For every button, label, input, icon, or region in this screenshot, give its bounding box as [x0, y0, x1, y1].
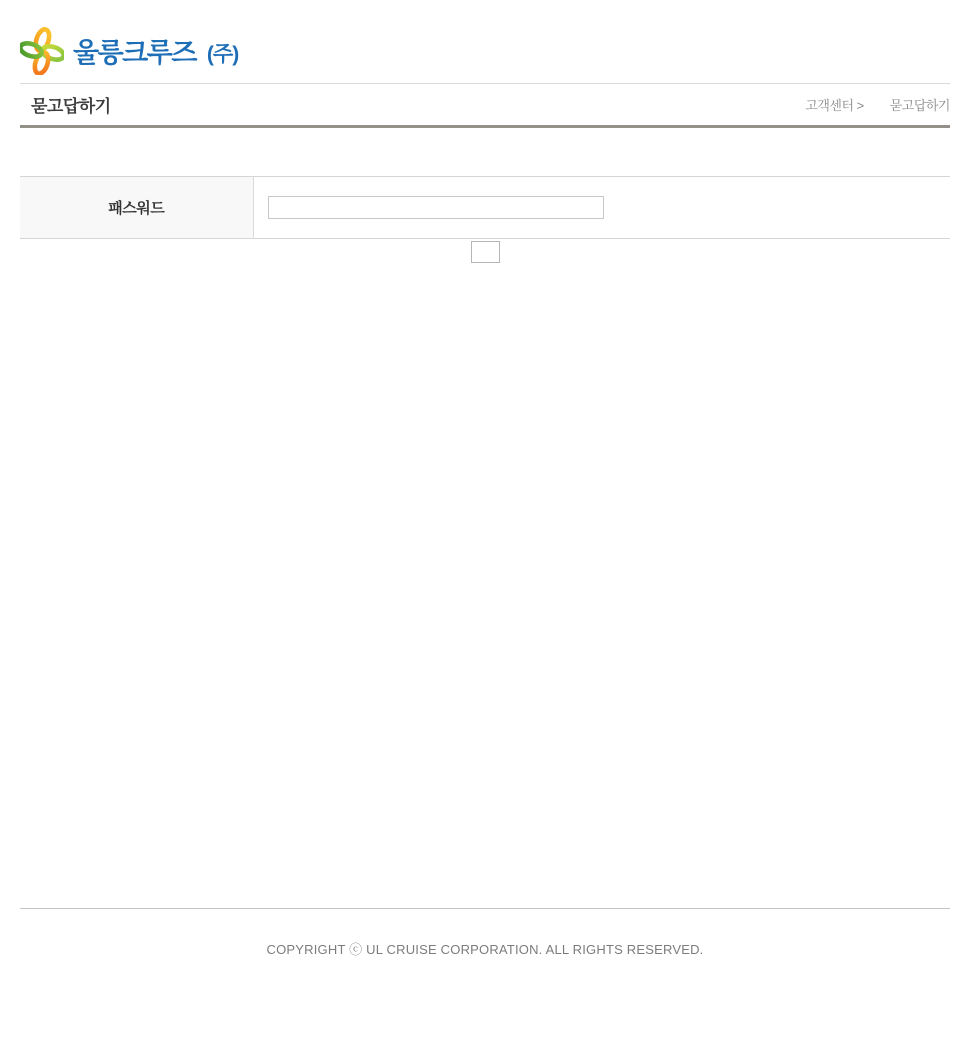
logo-suffix: (주)	[206, 42, 239, 66]
page-title: 묻고답하기	[31, 97, 111, 116]
password-cell	[253, 177, 950, 239]
breadcrumb	[805, 95, 950, 114]
site-header	[20, 0, 950, 80]
password-label: 패스워드	[20, 177, 253, 239]
password-input[interactable]	[268, 196, 604, 219]
breadcrumb-parent[interactable]: 고객센터 >	[805, 98, 864, 113]
copyright-text: COPYRIGHT ⓒ UL CRUISE CORPORATION. ALL RIGHTS RESERVED.	[266, 942, 704, 957]
pinwheel-flower-icon	[20, 27, 64, 80]
breadcrumb-current[interactable]: 묻고답하기	[889, 98, 950, 113]
logo-text: 울릉크루즈	[73, 38, 196, 68]
submit-row	[20, 241, 950, 267]
password-table	[20, 176, 950, 239]
site-logo[interactable]	[20, 27, 238, 80]
submit-button[interactable]	[471, 241, 500, 263]
page-container	[20, 0, 950, 267]
table-row	[20, 177, 950, 239]
footer	[20, 908, 950, 958]
title-bar	[20, 83, 950, 128]
